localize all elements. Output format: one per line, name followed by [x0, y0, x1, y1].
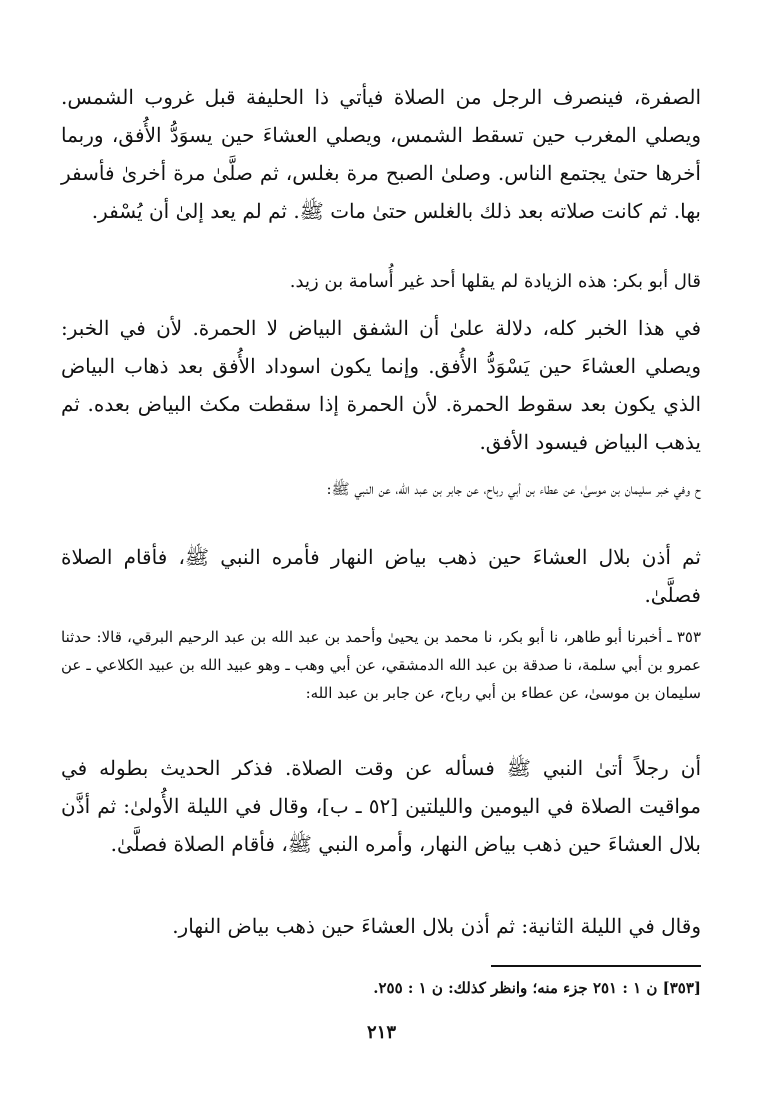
paragraph-6-hadith-chain: ٣٥٣ ـ أخبرنا أبو طاهر، نا أبو بكر، نا محمد بن يحيىٰ وأحمد بن عبد الله بن عبد الرحيم البرقي، قالا: حدثنا عمرو بن أبي سلمة، نا صدقة بن عبد الله الدمشقي، عن أبي وهب ـ وهو عبيد الله بن عبيد الكلاعي ـ عن سليمان بن موسىٰ، عن عطاء بن أبي رباح، عن جابر بن عبد الله:: [61, 628, 702, 702]
paragraph-3: في هذا الخبر كله، دلالة علىٰ أن الشفق البياض لا الحمرة. لأن في الخبر: ويصلي العشاءَ حين يَسْوَدُّ الأُفق. وإنما يكون اسوداد الأُفق بعد ذهاب البياض الذي يكون بعد سقوط الحمرة. لأن الحمرة إذا سقطت مكث البياض بعده. ثم يذهب البياض فيسود الأفق.: [61, 316, 701, 454]
footnote-divider: [491, 965, 701, 967]
paragraph-4-chain: ح وفي خبر سليمان بن موسىٰ، عن عطاء بن أبي رباح، عن جابر بن عبد الله، عن النبي ﷺ:: [326, 480, 701, 498]
page-number: ٢١٣: [366, 1022, 396, 1043]
paragraph-8: وقال في الليلة الثانية: ثم أذن بلال العشاءَ حين ذهب بياض النهار.: [172, 914, 701, 938]
paragraph-5: ثم أذن بلال العشاءَ حين ذهب بياض النهار فأمره النبي ﷺ، فأقام الصلاة فصلَّىٰ.: [61, 545, 701, 607]
paragraph-2: قال أبو بكر: هذه الزيادة لم يقلها أحد غير أُسامة بن زيد.: [289, 271, 701, 292]
paragraph-7: أن رجلاً أتىٰ النبي ﷺ فسأله عن وقت الصلاة. فذكر الحديث بطوله في مواقيت الصلاة في اليومين والليلتين [٥٢ ـ ب]، وقال في الليلة الأُولىٰ: ثم أذَّن بلال العشاءَ حين ذهب بياض النهار، وأمره النبي ﷺ، فأقام الصلاة فصلَّىٰ.: [61, 756, 702, 856]
paragraph-1: الصفرة، فينصرف الرجل من الصلاة فيأتي ذا الحليفة قبل غروب الشمس. ويصلي المغرب حين تسقط الشمس، ويصلي العشاءَ حين يسوَدُّ الأُفق، وربما أخرها حتىٰ يجتمع الناس. وصلىٰ الصبح مرة بغلس، ثم صلَّىٰ مرة أخرىٰ فأسفر بها. ثم كانت صلاته بعد ذلك بالغلس حتىٰ مات ﷺ. ثم لم يعد إلىٰ أن يُسْفر.: [61, 85, 701, 223]
footnote: [٣٥٣] ن ١ : ٢٥١ جزء منه؛ وانظر كذلك: ن ١ : ٢٥٥.: [373, 979, 701, 997]
